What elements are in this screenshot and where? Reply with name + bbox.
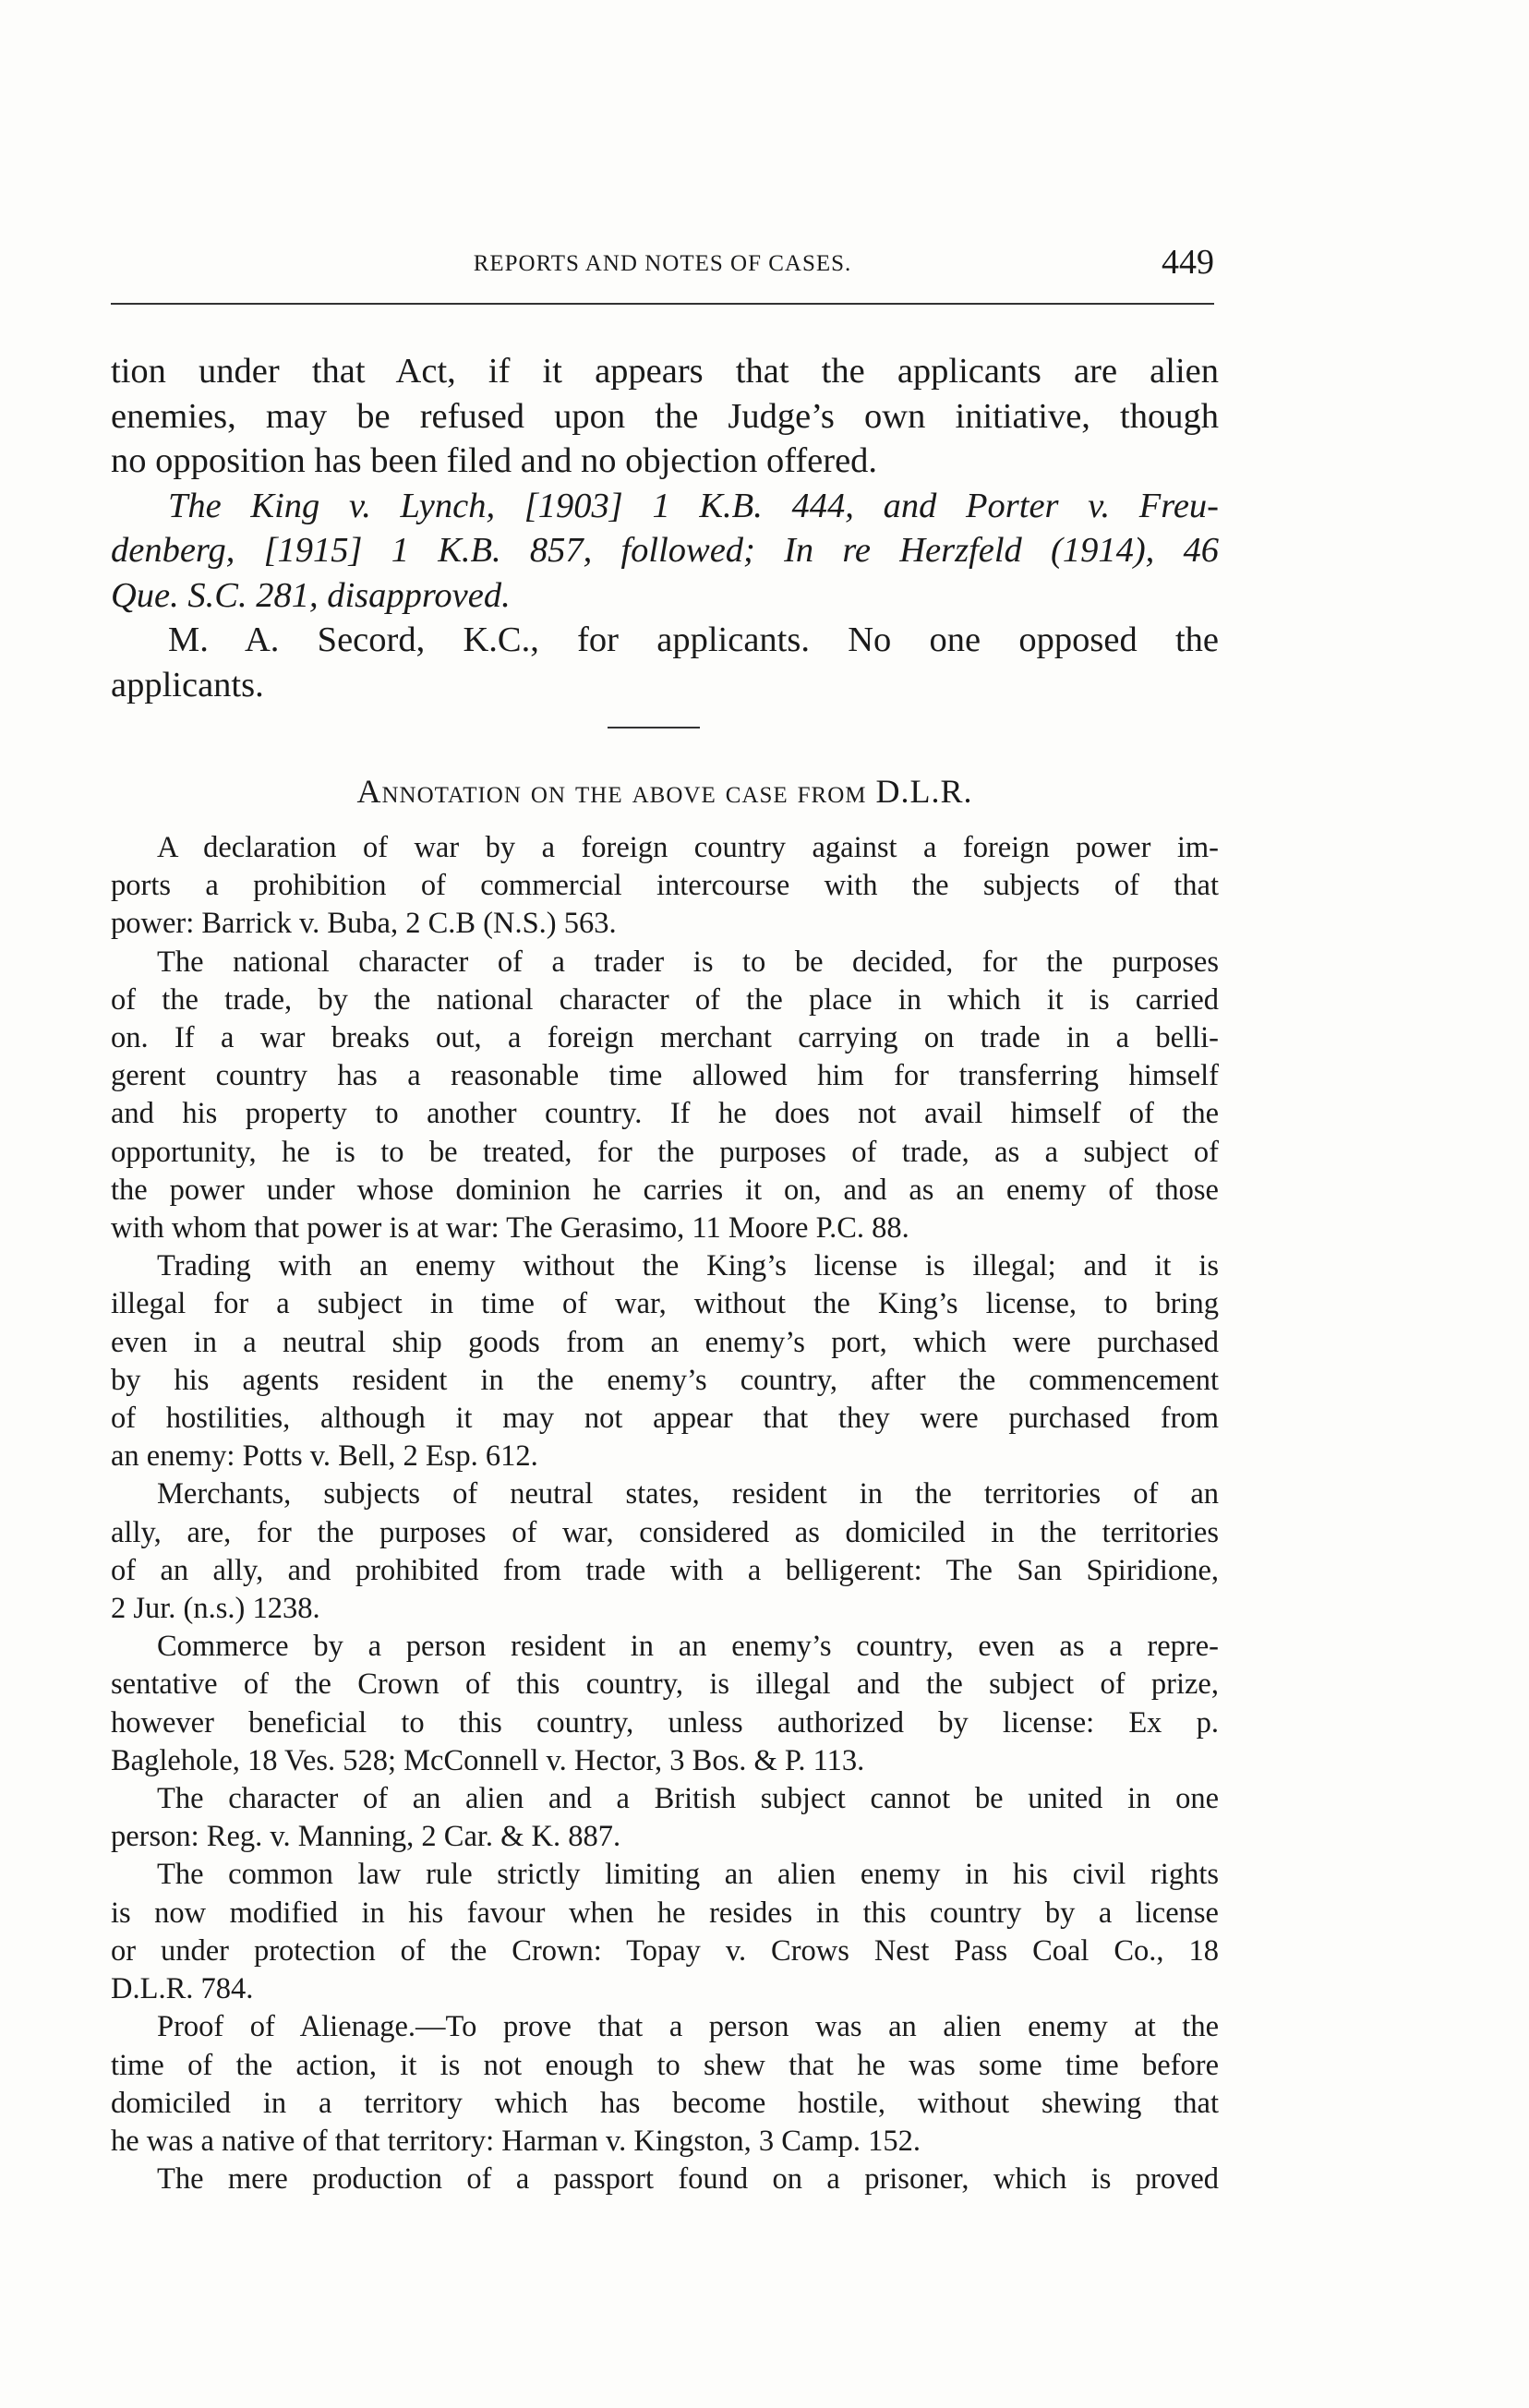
section-separator bbox=[608, 727, 700, 728]
annotation-paragraph bbox=[111, 1247, 1219, 1475]
text-line: the power under whose dominion he carries it on, and as an enemy of those bbox=[111, 1173, 1219, 1207]
text-line: gerent country has a reasonable time allowed him for transferring himself bbox=[111, 1059, 1219, 1093]
text-line: Trading with an enemy without the King’s license is illegal; and it is bbox=[157, 1249, 1219, 1283]
text-line: tion under that Act, if it appears that the applicants are alien bbox=[111, 352, 1219, 391]
text-line: The common law rule strictly limiting an alien enemy in his civil rights bbox=[157, 1858, 1219, 1892]
summary-paragraph bbox=[111, 349, 1219, 484]
text-line: domiciled in a territory which has become hostile, without shewing that bbox=[111, 2086, 1219, 2120]
text-line: ally, are, for the purposes of war, considered as domiciled in the territories bbox=[111, 1515, 1219, 1549]
page-number: 449 bbox=[1162, 243, 1214, 282]
text-line: Baglehole, 18 Ves. 528; McConnell v. Hector, 3 Bos. & P. 113. bbox=[111, 1743, 865, 1777]
text-line: The character of an alien and a British subject cannot be united in one bbox=[157, 1782, 1219, 1816]
text-line: and his property to another country. If he does not avail himself of the bbox=[111, 1097, 1219, 1131]
text-line: with whom that power is at war: The Gerasimo, 11 Moore P.C. 88. bbox=[111, 1211, 909, 1246]
text-line: no opposition has been filed and no objection offered. bbox=[111, 441, 878, 480]
text-line: of an ally, and prohibited from trade with a belligerent: The San Spiridione, bbox=[111, 1553, 1219, 1587]
annotation-paragraph bbox=[111, 1475, 1219, 1628]
text-line: or under protection of the Crown: Topay v. Crows Nest Pass Coal Co., 18 bbox=[111, 1933, 1219, 1968]
citations-paragraph bbox=[111, 484, 1219, 619]
text-line: an enemy: Potts v. Bell, 2 Esp. 612. bbox=[111, 1439, 538, 1474]
text-line: on. If a war breaks out, a foreign merchant carrying on trade in a belli- bbox=[111, 1021, 1219, 1055]
text-line: is now modified in his favour when he resides in this country by a license bbox=[111, 1896, 1219, 1930]
text-line: applicants. bbox=[111, 665, 264, 704]
annotation-title: Annotation on the above case from D.L.R. bbox=[356, 773, 973, 810]
annotation-paragraph bbox=[111, 944, 1219, 1248]
text-line: he was a native of that territory: Harman v. Kingston, 3 Camp. 152. bbox=[111, 2124, 921, 2158]
text-line: even in a neutral ship goods from an enemy’s port, which were purchased bbox=[111, 1325, 1219, 1359]
text-line: Merchants, subjects of neutral states, resident in the territories of an bbox=[157, 1477, 1219, 1511]
text-line: ports a prohibition of commercial intercourse with the subjects of that bbox=[111, 869, 1219, 903]
text-line: however beneficial to this country, unless authorized by license: Ex p. bbox=[111, 1705, 1219, 1740]
page-header bbox=[111, 242, 1214, 288]
text-line: Proof of Alienage.—To prove that a person was an alien enemy at the bbox=[157, 2010, 1219, 2044]
text-line: A declaration of war by a foreign country against a foreign power im- bbox=[157, 831, 1219, 864]
text-line: time of the action, it is not enough to shew that he was some time before bbox=[111, 2048, 1219, 2082]
annotation-paragraph bbox=[111, 1628, 1219, 1780]
text-line: The mere production of a passport found on a prisoner, which is proved bbox=[157, 2162, 1219, 2197]
annotation-body bbox=[111, 829, 1219, 2198]
text-line: by his agents resident in the enemy’s country, after the commencement bbox=[111, 1363, 1219, 1397]
text-line: sentative of the Crown of this country, is illegal and the subject of prize, bbox=[111, 1668, 1219, 1702]
counsel-paragraph bbox=[111, 618, 1219, 707]
text-line: enemies, may be refused upon the Judge’s own initiative, though bbox=[111, 396, 1219, 436]
annotation-paragraph bbox=[111, 2161, 1219, 2198]
text-line: illegal for a subject in time of war, without the King’s license, to bring bbox=[111, 1287, 1219, 1321]
annotation-paragraph bbox=[111, 1780, 1219, 1856]
text-line: person: Reg. v. Manning, 2 Car. & K. 887. bbox=[111, 1820, 621, 1854]
text-line: Commerce by a person resident in an enemy’s country, even as a repre- bbox=[157, 1630, 1219, 1664]
text-line: denberg, [1915] 1 K.B. 857, followed; In re Herzfeld (1914), 46 bbox=[111, 531, 1219, 570]
text-line: The national character of a trader is to be decided, for the purposes bbox=[157, 945, 1219, 979]
annotation-paragraph bbox=[111, 829, 1219, 944]
annotation-paragraph bbox=[111, 1856, 1219, 2008]
text-line: of hostilities, although it may not appear that they were purchased from bbox=[111, 1402, 1219, 1436]
text-line: D.L.R. 784. bbox=[111, 1972, 254, 2006]
text-line: The King v. Lynch, [1903] 1 K.B. 444, and Porter v. Freu- bbox=[168, 486, 1219, 525]
text-line: of the trade, by the national character of the place in which it is carried bbox=[111, 982, 1219, 1017]
annotation-paragraph bbox=[111, 2008, 1219, 2161]
text-line: M. A. Secord, K.C., for applicants. No one opposed the bbox=[168, 620, 1219, 659]
case-summary bbox=[111, 349, 1219, 707]
text-line: 2 Jur. (n.s.) 1238. bbox=[111, 1592, 320, 1626]
header-rule bbox=[111, 303, 1214, 305]
text-line: power: Barrick v. Buba, 2 C.B (N.S.) 563. bbox=[111, 907, 617, 941]
running-head: REPORTS AND NOTES OF CASES. bbox=[473, 251, 852, 276]
text-line: Que. S.C. 281, disapproved. bbox=[111, 575, 511, 615]
text-line: opportunity, he is to be treated, for the purposes of trade, as a subject of bbox=[111, 1135, 1219, 1169]
